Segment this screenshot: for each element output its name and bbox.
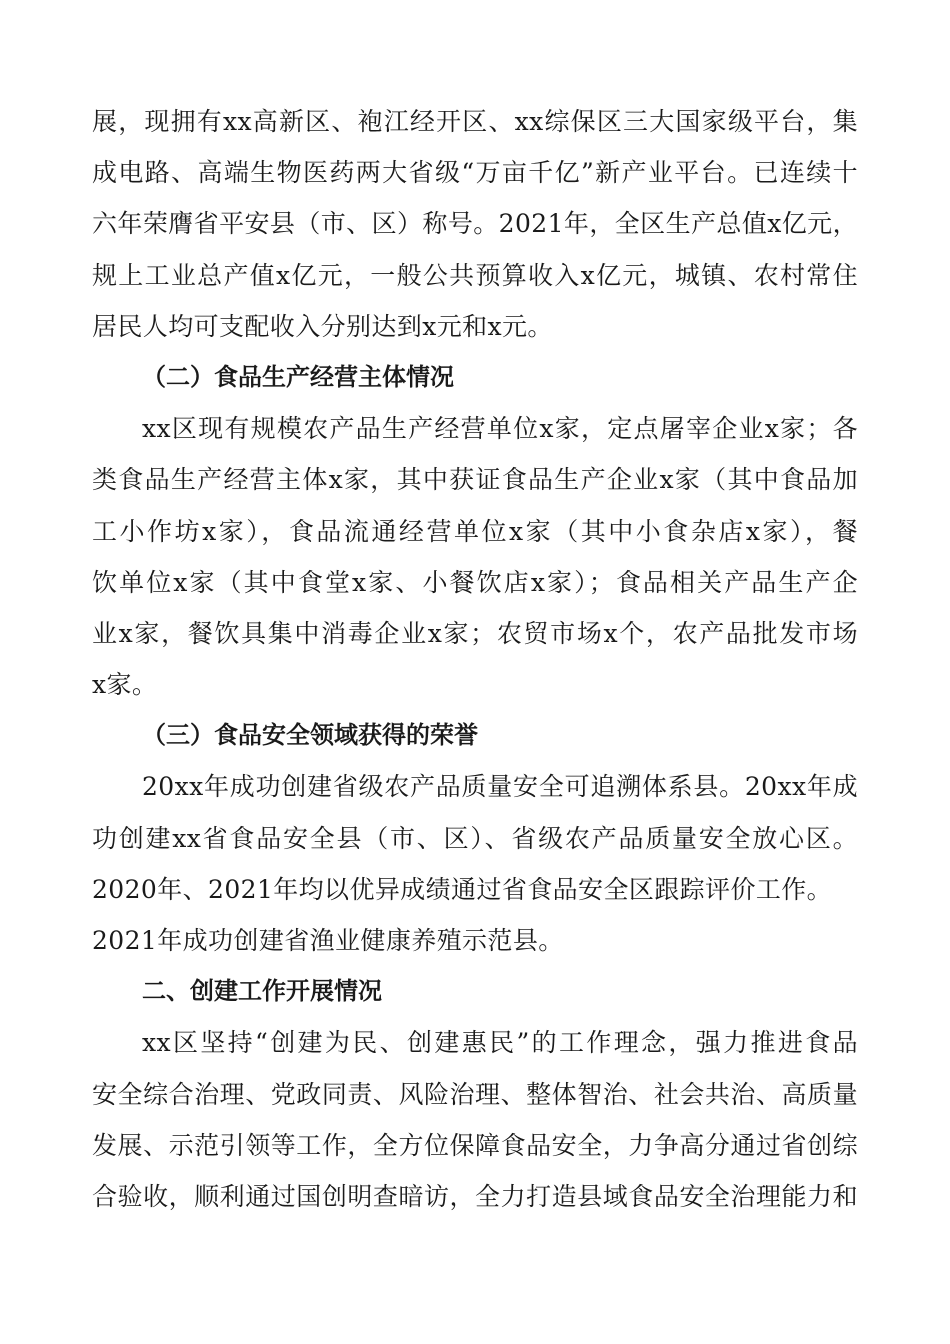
text-line: 六年荣膺省平安县（市、区）称号。2021年，全区生产总值x亿元， [92, 209, 858, 239]
text-line: 成电路、高端生物医药两大省级“万亩千亿”新产业平台。已连续十 [92, 158, 858, 188]
paragraph-honors [92, 761, 858, 966]
text-line: xx区坚持“创建为民、创建惠民”的工作理念，强力推进食品 [142, 1028, 858, 1058]
paragraph-economy [92, 96, 858, 352]
text-line: 居民人均可支配收入分别达到x元和x元。 [92, 311, 553, 341]
text-line: x家。 [92, 670, 158, 700]
text-line: 安全综合治理、党政同责、风险治理、整体智治、社会共治、高质量 [92, 1079, 858, 1109]
section-heading-honors: （三）食品安全领域获得的荣誉 [142, 721, 478, 750]
text-line: 2021年成功创建省渔业健康养殖示范县。 [92, 926, 564, 955]
text-line: 2020年、2021年均以优异成绩通过省食品安全区跟踪评价工作。 [92, 874, 833, 904]
text-line: 工小作坊x家），食品流通经营单位x家（其中小食杂店x家），餐 [92, 516, 858, 546]
paragraph-work-progress [92, 1017, 858, 1222]
text-line: 合验收，顺利通过国创明查暗访，全力打造县域食品安全治理能力和 [92, 1181, 858, 1211]
section-heading-food-producers: （二）食品生产经营主体情况 [142, 362, 454, 391]
section-heading-work-progress: 二、创建工作开展情况 [142, 977, 382, 1006]
text-line: 业x家，餐饮具集中消毒企业x家；农贸市场x个，农产品批发市场 [92, 618, 858, 648]
text-line: 20xx年成功创建省级农产品质量安全可追溯体系县。20xx年成 [142, 772, 858, 802]
text-line: 规上工业总产值x亿元，一般公共预算收入x亿元，城镇、农村常住 [92, 260, 858, 290]
text-line: 展，现拥有xx高新区、袍江经开区、xx综保区三大国家级平台，集 [92, 107, 858, 136]
text-line: 类食品生产经营主体x家，其中获证食品生产企业x家（其中食品加 [92, 465, 858, 495]
text-line: 饮单位x家（其中食堂x家、小餐饮店x家）；食品相关产品生产企 [92, 567, 858, 597]
paragraph-food-producers [92, 403, 858, 710]
text-line: xx区现有规模农产品生产经营单位x家，定点屠宰企业x家；各 [142, 414, 858, 444]
text-line: 发展、示范引领等工作，全方位保障食品安全，力争高分通过省创综 [92, 1130, 858, 1160]
text-line: 功创建xx省食品安全县（市、区）、省级农产品质量安全放心区。 [92, 823, 858, 853]
